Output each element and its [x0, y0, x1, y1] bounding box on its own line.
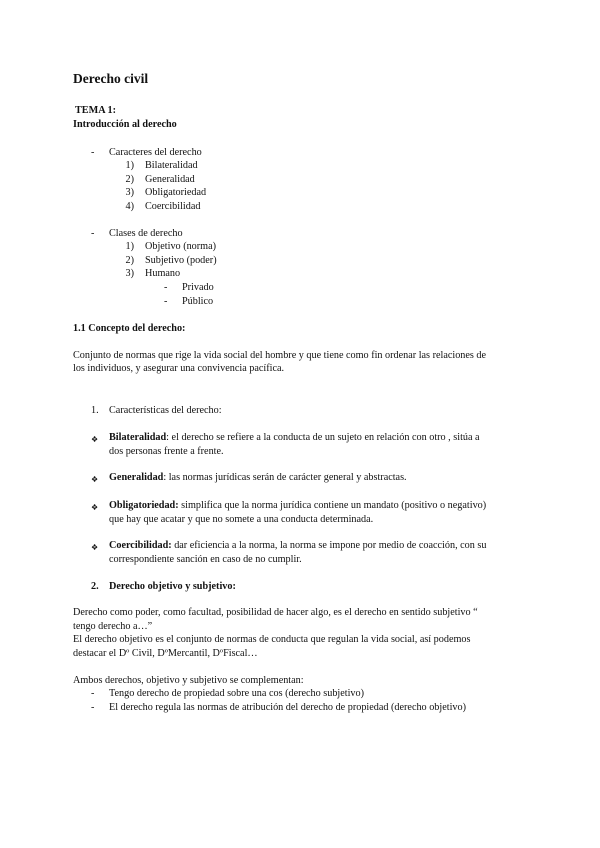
paragraph-line: El derecho objetivo es el conjunto de normas de conducta que regulan la vida social, así podemos: [73, 634, 471, 645]
dash-bullet: -: [164, 282, 168, 293]
list-number: 1): [125, 241, 134, 252]
list-item: Tengo derecho de propiedad sobre una cos (derecho subjetivo): [109, 688, 365, 699]
dash-bullet: -: [91, 147, 95, 158]
bullet-text: dar eficiencia a la norma, la norma se impone por medio de coacción, con su: [171, 540, 487, 551]
diamond-bullet-icon: ❖: [91, 543, 99, 552]
paragraph-line: tengo derecho a…”: [73, 621, 153, 632]
list-number: 2): [125, 174, 134, 185]
section-heading: 1.1 Concepto del derecho:: [73, 323, 186, 334]
bullet-text: : el derecho se refiere a la conducta de un sujeto en relación con otro , sitúa a: [166, 432, 480, 443]
list-heading: Derecho objetivo y subjetivo:: [109, 581, 236, 592]
paragraph-line: destacar el Dº Civil, DºMercantil, DºFiscal…: [73, 648, 258, 659]
clase-item: Objetivo (norma): [145, 241, 217, 252]
dash-bullet: -: [91, 228, 95, 239]
list-item: El derecho regula las normas de atribución del derecho de propiedad (derecho objetivo): [109, 702, 466, 713]
bullet-term: Obligatoriedad:: [109, 500, 179, 511]
caracter-item: Obligatoriedad: [145, 187, 207, 198]
bullet-line: [109, 499, 486, 512]
list-number: 1.: [91, 405, 99, 416]
list-number: 3): [125, 268, 134, 279]
diamond-bullet-icon: ❖: [91, 475, 99, 484]
clase-item: Humano: [145, 268, 181, 279]
dash-bullet: -: [164, 296, 168, 307]
tema-label: TEMA 1:: [75, 105, 117, 116]
diamond-bullet-icon: ❖: [91, 435, 99, 444]
caracter-item: Coercibilidad: [145, 201, 201, 212]
bullet-text: : las normas jurídicas serán de carácter general y abstractas.: [163, 472, 407, 483]
clase-subitem: Privado: [182, 282, 214, 293]
clases-label: Clases de derecho: [109, 228, 183, 239]
bullet-text: simplifica que la norma jurídica contiene un mandato (positivo o negativo): [178, 500, 487, 511]
clase-subitem: Público: [182, 296, 214, 307]
paragraph-line: Conjunto de normas que rige la vida social del hombre y que tiene como fin ordenar las relaciones de: [73, 350, 487, 361]
bullet-line: [109, 431, 480, 444]
caracter-item: Generalidad: [145, 174, 195, 185]
bullet-line: [109, 539, 486, 552]
list-heading: Características del derecho:: [109, 405, 222, 416]
clase-item: Subjetivo (poder): [145, 255, 217, 266]
list-number: 4): [125, 201, 134, 212]
diamond-bullet-icon: ❖: [91, 503, 99, 512]
list-number: 1): [125, 160, 134, 171]
list-number: 2): [125, 255, 134, 266]
dash-bullet: -: [91, 688, 95, 699]
bullet-term: Coercibilidad:: [109, 540, 172, 551]
document-title: Derecho civil: [73, 71, 149, 86]
tema-title: Introducción al derecho: [73, 119, 177, 130]
bullet-line: que hay que acatar y que no somete a una conducta determinada.: [109, 514, 374, 525]
paragraph-line: los individuos, y asegurar una convivencia pacífica.: [73, 363, 285, 374]
bullet-term: Bilateralidad: [109, 432, 167, 443]
paragraph-line: Derecho como poder, como facultad, posibilidad de hacer algo, es el derecho en sentido subjetivo “: [73, 607, 478, 618]
caracter-item: Bilateralidad: [145, 160, 198, 171]
bullet-line: correspondiente sanción en caso de no cumplir.: [109, 554, 302, 565]
dash-bullet: -: [91, 702, 95, 713]
list-number: 2.: [91, 581, 99, 592]
list-number: 3): [125, 187, 134, 198]
bullet-line: dos personas frente a frente.: [109, 446, 224, 457]
bullet-term: Generalidad: [109, 472, 164, 483]
paragraph-line: Ambos derechos, objetivo y subjetivo se complementan:: [73, 675, 304, 686]
bullet-line: [109, 471, 407, 484]
caracteres-label: Caracteres del derecho: [109, 147, 202, 158]
